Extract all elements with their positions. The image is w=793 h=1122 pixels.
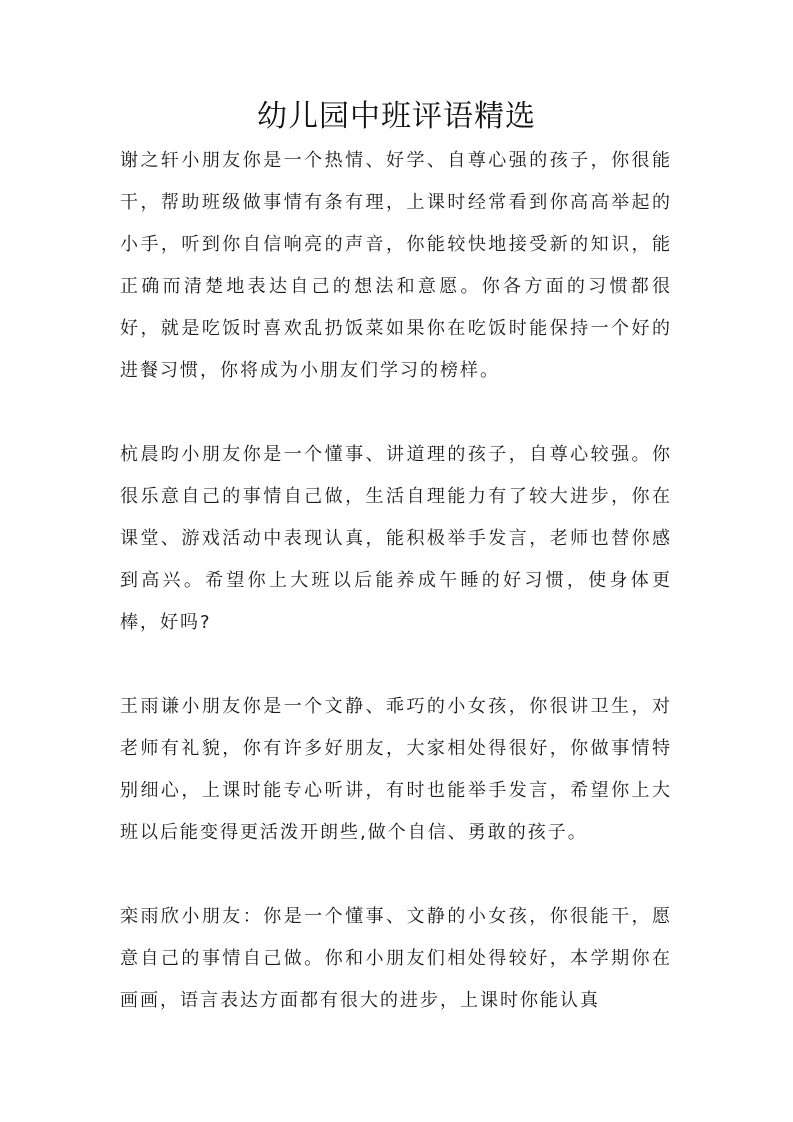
comment-paragraph-3: 王雨谦小朋友你是一个文静、乖巧的小女孩，你很讲卫生，对老师有礼貌，你有许多好朋友，大家相处得很好，你做事情特别细心，上课时能专心听讲，有时也能举手发言，希望你上大班以后能变得更活泼开朗些,做个自信、勇敢的孩子。 (120, 696, 672, 843)
document-title: 幼儿园中班评语精选 (257, 99, 536, 134)
document-body (120, 140, 672, 1022)
comment-paragraph-1: 谢之轩小朋友你是一个热情、好学、自尊心强的孩子，你很能干，帮助班级做事情有条有理，上课时经常看到你高高举起的小手，听到你自信响亮的声音，你能较快地接受新的知识，能正确而清楚地表达自己的想法和意愿。你各方面的习惯都很好，就是吃饭时喜欢乱扔饭菜如果你在吃饭时能保持一个好的进餐习惯，你将成为小朋友们学习的榜样。 (120, 150, 672, 381)
paragraph-spacer (120, 392, 672, 434)
comment-paragraph-2: 杭晨昀小朋友你是一个懂事、讲道理的孩子，自尊心较强。你很乐意自己的事情自己做，生活自理能力有了较大进步，你在课堂、游戏活动中表现认真，能积极举手发言，老师也替你感到高兴。希望你上大班以后能养成午睡的好习惯，使身体更棒，好吗? (120, 444, 672, 633)
paragraph-spacer (120, 854, 672, 896)
comment-paragraph-4: 栾雨欣小朋友：你是一个懂事、文静的小女孩，你很能干，愿意自己的事情自己做。你和小朋友们相处得较好，本学期你在画画，语言表达方面都有很大的进步，上课时你能认真 (120, 906, 672, 1011)
paragraph-spacer (120, 644, 672, 686)
